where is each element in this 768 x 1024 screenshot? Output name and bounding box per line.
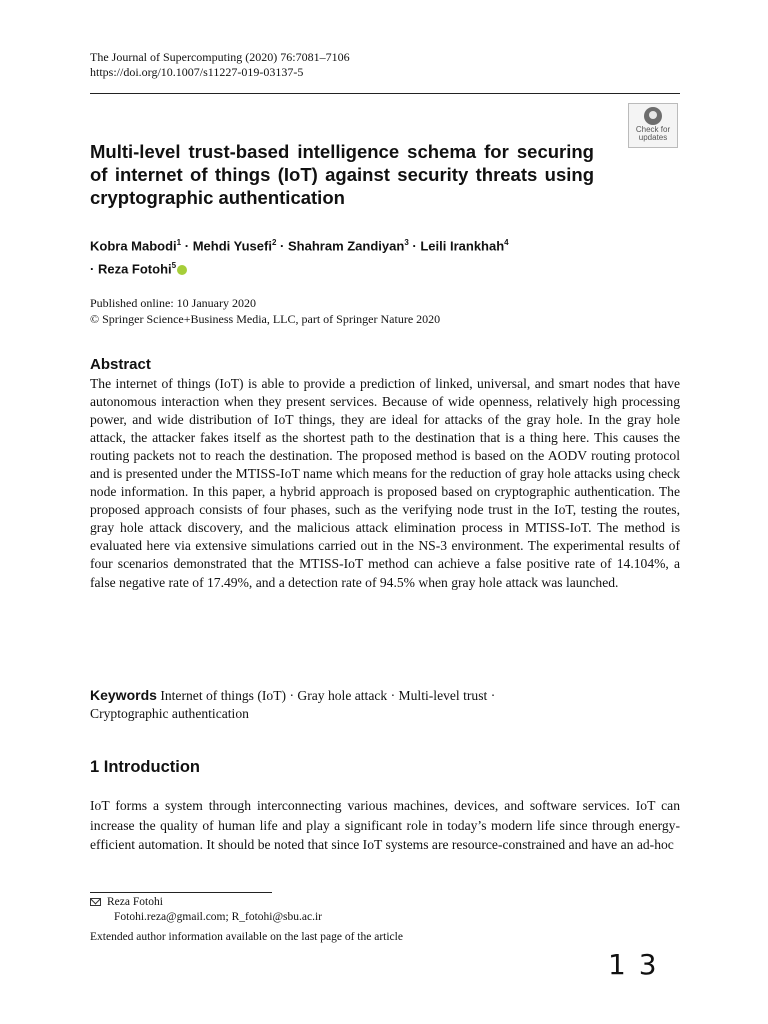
paper-title: Multi-level trust-based intelligence schema for securing of internet of things (IoT) against security threats using cryptographic authentication [90, 141, 594, 208]
author-name[interactable]: Kobra Mabodi [90, 238, 177, 254]
author-list: Kobra Mabodi$^1$ · Mehdi Yusefi$^2$ · Shahram Zandiyan$^3$ · Leili Irankhah$^4$ · Reza Fotohi$^5$ [90, 238, 509, 277]
extended-author-info: Extended author information available on the last page of the article [90, 931, 403, 943]
badge-line-1: Check for [635, 125, 671, 134]
envelope-icon [90, 898, 101, 906]
keyword: Internet of things (IoT) [160, 688, 287, 703]
author-name[interactable]: Shahram Zandiyan [288, 238, 405, 254]
doi-link[interactable]: https://doi.org/10.1007/s11227-019-03137-5 [90, 65, 304, 79]
corresponding-author-emails[interactable]: Fotohi.reza@gmail.com; R_fotohi@sbu.ac.ir [114, 911, 323, 923]
badge-line-2: updates [638, 133, 668, 142]
author-name[interactable]: Leili Irankhah [420, 238, 505, 254]
keywords-label: Keywords [90, 687, 157, 703]
introduction-body: IoT forms a system through interconnecting various machines, devices, and software services. IoT can increase the quality of human life and play a significant role in today’s modern life since through energy-efficient automation. It should be noted that since IoT systems are resource-constrained and have an ad-hoc [90, 798, 680, 852]
published-date: Published online: 10 January 2020 [90, 296, 256, 310]
section-heading-introduction: 1 Introduction [90, 758, 200, 776]
check-for-updates-icon [644, 107, 662, 125]
keyword: Cryptographic authentication [90, 706, 249, 721]
journal-citation [90, 50, 350, 80]
author-name[interactable]: Reza Fotohi [97, 261, 172, 277]
keyword: Multi-level trust [398, 688, 488, 703]
footnote-rule [90, 892, 272, 893]
keywords-block: Keywords Internet of things (IoT) · Gray hole attack · Multi-level trust · Cryptographic authentication [90, 687, 496, 721]
header-rule [90, 93, 680, 94]
corresponding-author-footnote [90, 895, 322, 925]
corresponding-author-name: Reza Fotohi [107, 896, 163, 908]
journal-line: The Journal of Supercomputing (2020) 76:7081–7106 [90, 50, 350, 64]
check-for-updates-badge[interactable] [628, 103, 678, 148]
abstract-heading: Abstract [90, 356, 151, 373]
orcid-icon[interactable] [177, 265, 187, 275]
author-name[interactable]: Mehdi Yusefi [192, 238, 272, 254]
abstract-body: The internet of things (IoT) is able to provide a prediction of linked, universal, and smart nodes that have autonomous interaction when they present services. Because of wide openness, relatively high processing power, and wide distribution of IoT things, they are ideal for attacks of the gray hole. In the gray hole attack, the attacker fakes itself as the shortest path to the destination that is a thing here. This causes the routing packets not to reach the destination. The proposed method is based on the AODV routing protocol and is presented under the MTISS-IoT name which means for the reduction of gray hole attacks using check node information. In this paper, a hybrid approach is proposed based on cryptographic authentication. The proposed approach consists of four phases, such as the verifying node trust in the IoT, testing the routes, gray hole attack discovery, and the malicious attack elimination process in MTISS-IoT. The method is evaluated here via extensive simulations carried out in the NS-3 environment. The experimental results of four scenarios demonstrated that the MTISS-IoT method can achieve a false positive rate of 14.104%, a false negative rate of 17.49%, and a detection rate of 94.5% when gray hole attack was launched. [90, 376, 680, 590]
copyright-line: © Springer Science+Business Media, LLC, part of Springer Nature 2020 [90, 312, 441, 326]
publication-info [90, 295, 440, 327]
keyword: Gray hole attack [297, 688, 388, 703]
springer-page-marker: 1 3 [608, 948, 659, 981]
